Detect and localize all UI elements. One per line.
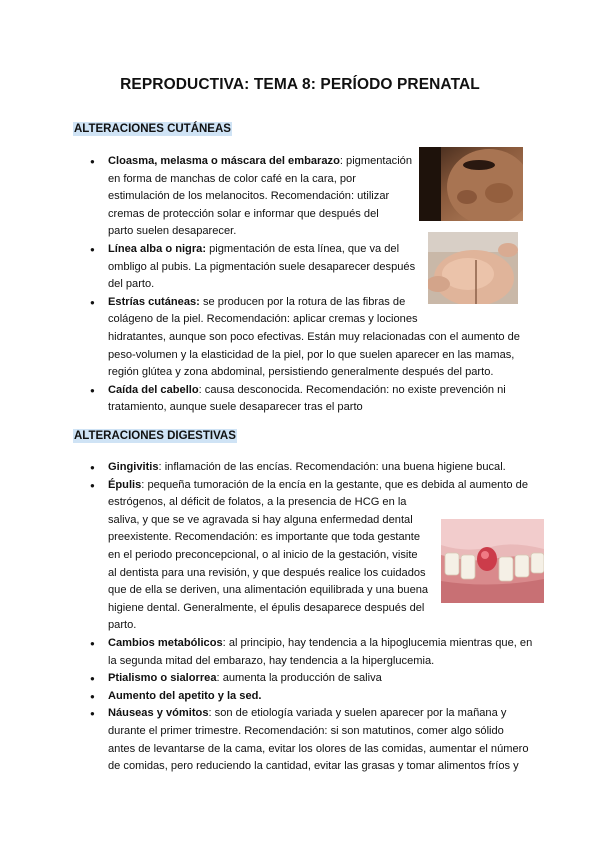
section-heading-cutaneous: ALTERACIONES CUTÁNEAS bbox=[74, 123, 231, 135]
term: Línea alba o nigra: bbox=[108, 242, 207, 255]
term: Estrías cutáneas: bbox=[108, 295, 200, 308]
epulis-gum-image bbox=[441, 519, 544, 603]
melasma-face-image bbox=[419, 147, 523, 221]
list-item-cambios-metabolicos: ● Cambios metabólicos: al principio, hay tendencia a la hipoglucemia mientras que, en la segunda mitad del embarazo, hay tendencia a la hiperglucemia. bbox=[90, 635, 548, 670]
term: Cambios metabólicos bbox=[108, 636, 223, 649]
list-item-epulis: ● Épulis: pequeña tumoración de la encía en la gestante, que es debida al aumento de estrógenos, al déficit de folatos, a la presencia de HCG en la saliva, y que se ve agravada si hay alguna enfermedad dental preexistente. Recomendación: es importante que toda gestante en el periodo preconcepcional, o al inicio de la gestación, visite al dentista para una revisión, y que después realice los cuidados que de ella se deriven, una alimentación equilibrada y una buena higiene dental. Generalmente, el épulis desaparece después del parto. bbox=[90, 477, 548, 635]
term: Ptialismo o sialorrea bbox=[108, 672, 217, 685]
term: Náuseas y vómitos bbox=[108, 707, 209, 720]
digestive-list bbox=[90, 459, 548, 776]
page-title: REPRODUCTIVA: TEMA 8: PERÍODO PRENATAL bbox=[120, 76, 480, 93]
list-item-ptialismo: ● Ptialismo o sialorrea: aumenta la producción de saliva bbox=[90, 670, 548, 688]
term: Aumento del apetito y la sed. bbox=[108, 689, 262, 702]
list-item-nauseas: ● Náuseas y vómitos: son de etiología variada y suelen aparecer por la mañana y durante el primer trimestre. Recomendación: si son matutinos, comer algo sólido antes de levantarse de la cama, evitar los olores de las comidas, aumentar el número de comidas, pero reduciendo la cantidad, evitar las grasas y tomar alimentos fríos y bbox=[90, 705, 548, 775]
term: Épulis bbox=[108, 478, 142, 491]
list-item-gingivitis: ● Gingivitis: inflamación de las encías. Recomendación: una buena higiene bucal. bbox=[90, 459, 548, 477]
list-item-melasma: ● Cloasma, melasma o máscara del embarazo: pigmentación en forma de manchas de color café en la cara, por estimulación de los melanocitos. Recomendación: utilizar cremas de protección solar e informar que después del parto suelen desaparecer. bbox=[90, 153, 418, 241]
list-item-estrias: ● Estrías cutáneas: se producen por la rotura de las fibras de colágeno de la piel. Recomendación: aplicar cremas y lociones hidratantes, aunque son poco efectivas. Están muy relacionadas con el aumento de peso-volumen y la elasticidad de la piel, por lo que suelen aparecer en las mamas, región glútea y zona abdominal, persistiendo generalmente después del parto. bbox=[90, 294, 548, 382]
pregnant-belly-image bbox=[428, 232, 518, 304]
term: Caída del cabello bbox=[108, 383, 199, 396]
list-item-aumento-apetito bbox=[90, 688, 548, 706]
list-item-linea-nigra: ● Línea alba o nigra: pigmentación de esta línea, que va del ombligo al pubis. La pigmentación suele desaparecer después del parto. bbox=[90, 241, 428, 294]
term: Cloasma, melasma o máscara del embarazo bbox=[108, 155, 340, 167]
term: Gingivitis bbox=[108, 461, 159, 473]
list-item-caida-cabello: ● Caída del cabello: causa desconocida. Recomendación: no existe prevención ni tratamiento, aunque suele desaparecer tras el parto bbox=[90, 382, 548, 417]
section-heading-digestive: ALTERACIONES DIGESTIVAS bbox=[74, 430, 236, 442]
